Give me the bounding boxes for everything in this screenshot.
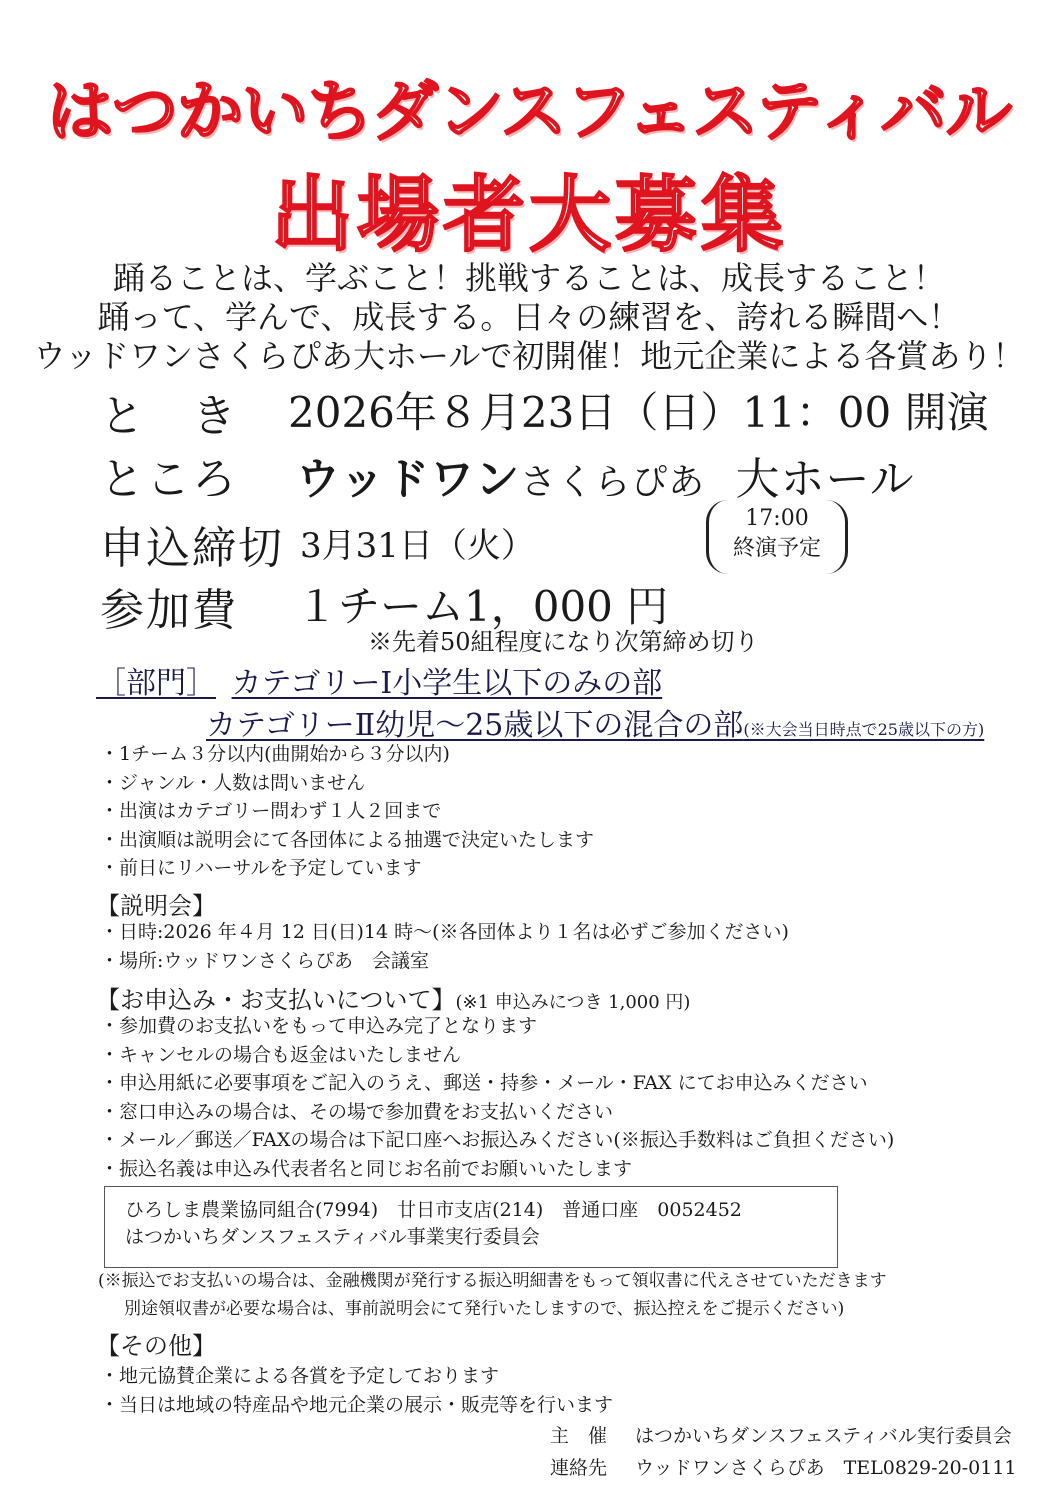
host-value: はつかいちダンスフェスティバル実行委員会 (635, 1425, 1012, 1447)
contact-value: ウッドワンさくらぴあ TEL0829-20-0111 (635, 1457, 1017, 1479)
receipt-note-1: (※振込でお支払いの場合は、金融機関が発行する振込明細書をもって領収書に代えさせていただきます (98, 1271, 887, 1291)
deadline-value: 3月31日（火） (300, 526, 535, 566)
venue-brand: ウッドワン (296, 454, 521, 505)
end-time-note: 終演予定 (732, 536, 821, 561)
divisions-category-1 (96, 658, 662, 702)
list-item: ・出演はカテゴリー問わず１人２回まで (100, 800, 442, 822)
other-list (100, 1362, 613, 1419)
tagline-3: ウッドワンさくらぴあ大ホールで初開催！地元企業による各賞あり！ (33, 337, 1025, 375)
divisions-label: ［部門］ (96, 666, 216, 701)
list-item: ・前日にリハーサルを予定しています (100, 857, 422, 879)
other-heading: 【その他】 (96, 1332, 216, 1360)
briefing-list (100, 918, 789, 975)
tagline-1: 踊ることは、学ぶこと！挑戦することは、成長すること！ (112, 259, 945, 297)
list-item: ・当日は地域の特産品や地元企業の展示・販売等を行います (100, 1393, 614, 1416)
list-item: ・日時:2026 年４月 12 日(日)14 時～(※各団体より１名は必ずご参加ください) (100, 921, 789, 943)
tagline-2: 踊って、学んで、成長する。日々の練習を、誇れる瞬間へ！ (97, 298, 961, 336)
list-item: ・地元協賛企業による各賞を予定しております (100, 1365, 500, 1387)
category-1: カテゴリーⅠ小学生以下のみの部 (231, 666, 663, 701)
venue-brand-sub: さくらぴあ (520, 462, 706, 503)
host-label: 主 催 (550, 1425, 608, 1447)
list-item: ・ジャンル・人数は問いません (100, 771, 366, 794)
bank-account-box (104, 1186, 838, 1268)
category-2: カテゴリーⅡ幼児～25歳以下の混合の部 (206, 708, 744, 743)
list-item: ・メール／郵送／FAXの場合は下記口座へお振込みください(※振込手数料はご負担ください) (100, 1129, 895, 1151)
payment-heading-row (96, 980, 690, 1015)
recruit-heading: 出場者大募集 (270, 168, 787, 263)
rules-list (100, 740, 594, 883)
payment-heading: 【お申込み・お支払いについて】 (96, 986, 456, 1014)
when-label: と き (100, 391, 238, 442)
list-item: ・参加費のお支払いをもって申込み完了となります (100, 1015, 538, 1037)
receipt-note-2: 別途領収書が必要な場合は、事前説明会にて発行いたしますので、振込控えをご提示ください) (124, 1299, 845, 1319)
venue-hall: 大ホール (735, 454, 915, 505)
list-item: ・申込用紙に必要事項をご記入のうえ、郵送・持参・メール・FAX にてお申込みください (100, 1072, 868, 1094)
list-item: ・振込名義は申込み代表者名と同じお名前でお願いいたします (100, 1157, 633, 1180)
end-time-box (706, 500, 848, 574)
bank-account-holder: はつかいちダンスフェスティバル事業実行委員会 (125, 1226, 540, 1248)
deadline-label: 申込締切 (100, 523, 284, 574)
venue-name (296, 443, 915, 507)
organizer-block (550, 1420, 1017, 1484)
payment-list (100, 1012, 894, 1183)
category-2-note: (※大会当日時点で25歳以下の方) (743, 720, 985, 739)
event-title: はつかいちダンスフェスティバル (47, 73, 1011, 150)
list-item: ・出演順は説明会にて各団体による抽選で決定いたします (100, 828, 595, 851)
when-value: 2026年８月23日（日）11：00 開演 (288, 388, 989, 437)
fee-value: １チーム1，000 円 (296, 582, 669, 631)
list-item: ・窓口申込みの場合は、その場で参加費をお支払いください (100, 1100, 614, 1123)
contact-label: 連絡先 (550, 1457, 608, 1479)
divisions-category-2 (206, 700, 984, 744)
fee-label: 参加費 (100, 585, 238, 636)
payment-heading-note: (※1 申込みにつき 1,000 円) (455, 992, 691, 1013)
end-time: 17:00 (745, 506, 809, 531)
briefing-heading: 【説明会】 (96, 892, 216, 920)
list-item: ・1チーム３分以内(曲開始から３分以内) (100, 743, 450, 765)
fee-note: ※先着50組程度になり次第締め切り (368, 628, 759, 656)
list-item: ・キャンセルの場合も返金はいたしません (100, 1043, 462, 1066)
bank-account: ひろしま農業協同組合(7994) 廿日市支店(214) 普通口座 0052452 (125, 1199, 742, 1221)
list-item: ・場所:ウッドワンさくらぴあ 会議室 (100, 949, 430, 972)
where-label: ところ (100, 454, 238, 505)
